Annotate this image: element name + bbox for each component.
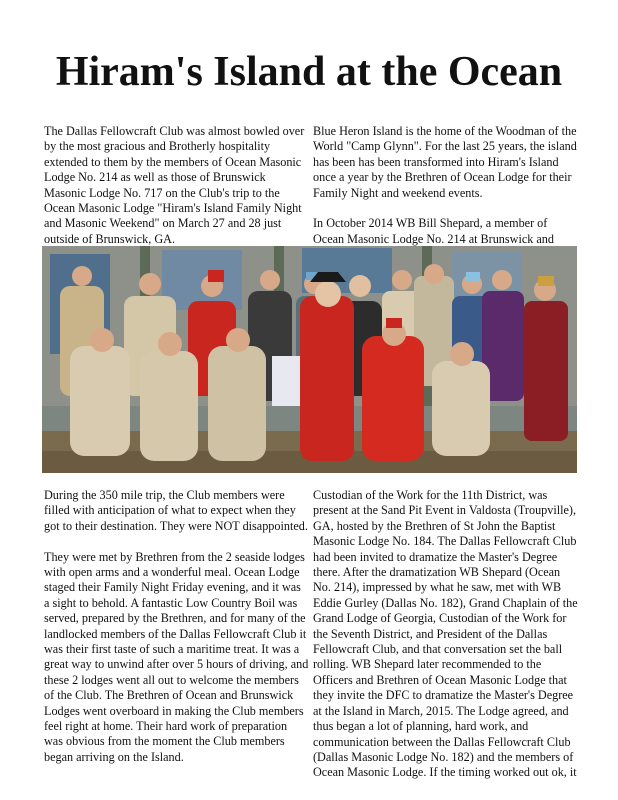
paragraph: Custodian of the Work for the 11th District, was present at the Sand Pit Event in Valdosta (Troupville), GA, hosted by the Brethren of St John the Baptist Masonic Lodge No. 184. The Dallas Fellowcraft Club had been invited to dramatize the Master's Degree there. After the dramatization WB Shepard (Ocean No. 214), impressed by what he saw, met with WB Eddie Gurley (Dallas No. 182), Grand Chaplain of the Grand Lodge of Georgia, Custodian of the Work for the Seventh District, and President of the Dallas Fellowcraft Club, and that conversation set the ball rolling. WB Shepard later recommended to the Officers and Brethren of Ocean Masonic Lodge that they invite the DFC to dramatize the Master's Degree at the Island in March, 2015. The Lodge agreed, and thus began a lot of planning, hard work, and communication between the Dallas Fellowcraft Club (Dallas Masonic Lodge No. 182) and the members of Ocean Masonic Lodge. If the timing worked out ok, it [313, 488, 578, 780]
text-column-3 [44, 488, 309, 765]
paragraph: Blue Heron Island is the home of the Woodman of the World "Camp Glynn". For the last 25 years, the island has been has been transformed into Hiram's Island once a year by the Brethren of Ocean Lodge for their Family Night and weekend events. [313, 124, 577, 200]
group-photo [42, 246, 577, 473]
text-column-1 [44, 124, 309, 247]
text-column-4 [313, 488, 578, 781]
article-title: Hiram's Island at the Ocean [55, 49, 563, 95]
group-photo-image [42, 246, 577, 473]
paragraph: In October 2014 WB Bill Shepard, a member of Ocean Masonic Lodge No. 214 at Brunswick and [313, 216, 554, 246]
text-column-2 [313, 124, 578, 247]
paragraph: The Dallas Fellowcraft Club was almost bowled over by the most gracious and Brotherly hospitality extended to them by the members of Ocean Masonic Lodge No. 214 as well as those of Brunswick Masonic Lodge No. 717 on the Club's trip to the Ocean Masonic Lodge "Hiram's Island Family Night and Masonic Weekend" on March 27 and 28 just outside of Brunswick, GA. [44, 124, 305, 246]
paragraph: During the 350 mile trip, the Club members were filled with anticipation of what to expect when they got to their destination. They were NOT disappointed. [44, 488, 308, 533]
paragraph: They were met by Brethren from the 2 seaside lodges with open arms and a wonderful meal. Ocean Lodge staged their Family Night Friday evening, and it was a sight to behold. A fantastic Low Country Boil was served, prepared by the Brethren, and for many of the landlocked members of the Dallas Fellowcraft Club it was their first taste of such a maritime treat. It was a great way to unwind after over 5 hours of driving, and these 2 lodges went all out to welcome the members of the Club. The Brethren of Ocean and Brunswick Lodges went overboard in making the Club members feel right at home. Their hard work of preparation was obvious from the moment the Club members began arriving on the Island. [44, 549, 309, 764]
